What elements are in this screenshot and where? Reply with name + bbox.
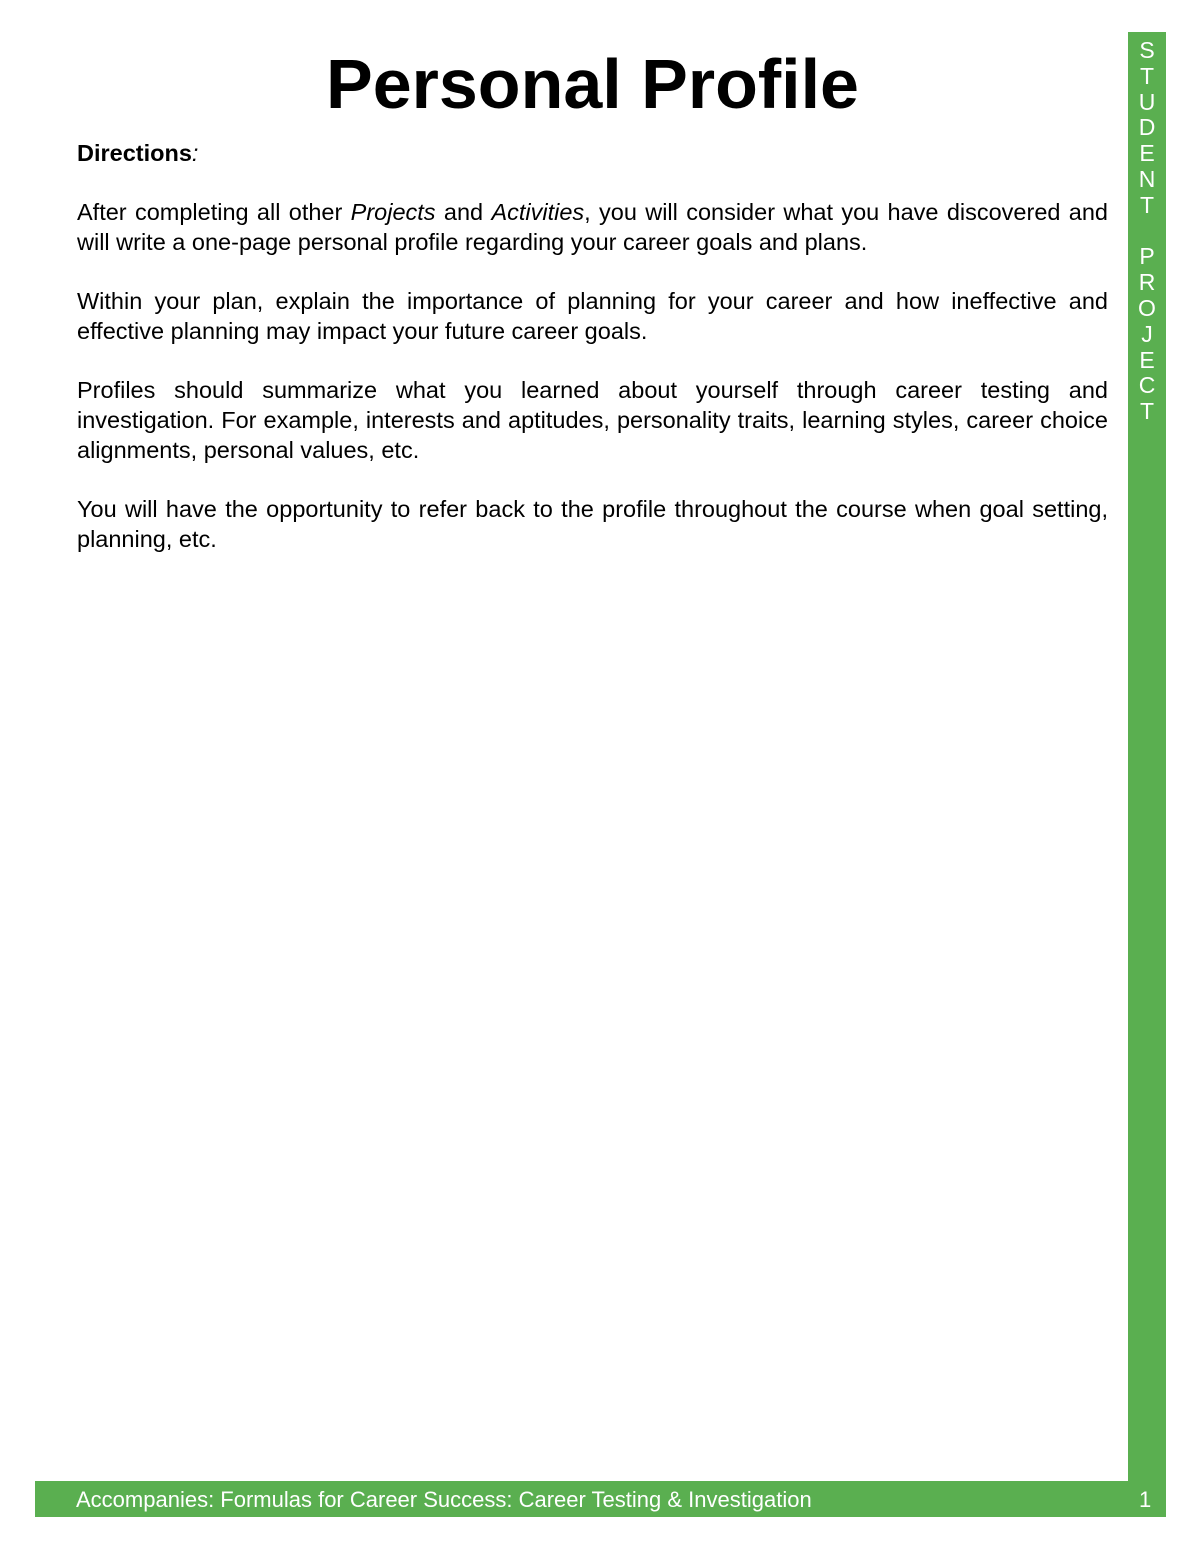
footer-text: Accompanies: Formulas for Career Success: Career Testing & Investigation xyxy=(76,1487,812,1512)
directions-label: Directions xyxy=(77,140,192,166)
side-letter: E xyxy=(1139,346,1155,373)
side-letter: E xyxy=(1139,140,1155,167)
side-letter: J xyxy=(1141,320,1153,347)
directions-heading xyxy=(77,138,1108,168)
side-letter: S xyxy=(1139,37,1155,63)
paragraph-1-emphasis-projects: Projects xyxy=(350,199,436,225)
document-body xyxy=(77,138,1108,583)
side-letter: T xyxy=(1139,62,1155,89)
paragraph-3: Profiles should summarize what you learned about yourself through career testing and investigation. For example, interests and aptitudes, personality traits, learning styles, career choice alignments, personal values, etc. xyxy=(77,377,1108,463)
paragraph-1-text-c: , you will consider what you have discovered and will write a one-page personal profile regarding your career goals and plans. xyxy=(77,199,1108,255)
side-letter: U xyxy=(1138,88,1156,115)
paragraph-1-emphasis-activities: Activities xyxy=(491,199,585,225)
side-letter: O xyxy=(1138,294,1156,321)
paragraph-1-text-a: After completing all other xyxy=(77,199,351,225)
paragraph-1-text-b: and xyxy=(435,199,492,225)
directions-colon: : xyxy=(191,140,199,166)
side-letter: R xyxy=(1138,269,1156,296)
paragraph-4: You will have the opportunity to refer back to the profile throughout the course when goal setting, planning, etc. xyxy=(77,496,1108,552)
paragraph-2: Within your plan, explain the importance of planning for your career and how ineffective and effective planning may impact your future career goals. xyxy=(77,288,1108,344)
side-letter: C xyxy=(1138,372,1156,399)
page-title: Personal Profile xyxy=(326,45,859,123)
side-letter: P xyxy=(1139,243,1155,270)
side-letter: T xyxy=(1139,398,1155,425)
paragraph-1 xyxy=(77,197,1108,257)
side-letter-space xyxy=(1128,219,1166,245)
side-banner-label xyxy=(1128,38,1166,425)
footer-bar xyxy=(35,1481,1166,1517)
side-letter: N xyxy=(1138,165,1156,192)
side-banner xyxy=(1128,32,1166,1492)
side-letter: D xyxy=(1138,114,1156,141)
side-letter: T xyxy=(1139,191,1155,218)
page-number: 1 xyxy=(1139,1487,1152,1512)
